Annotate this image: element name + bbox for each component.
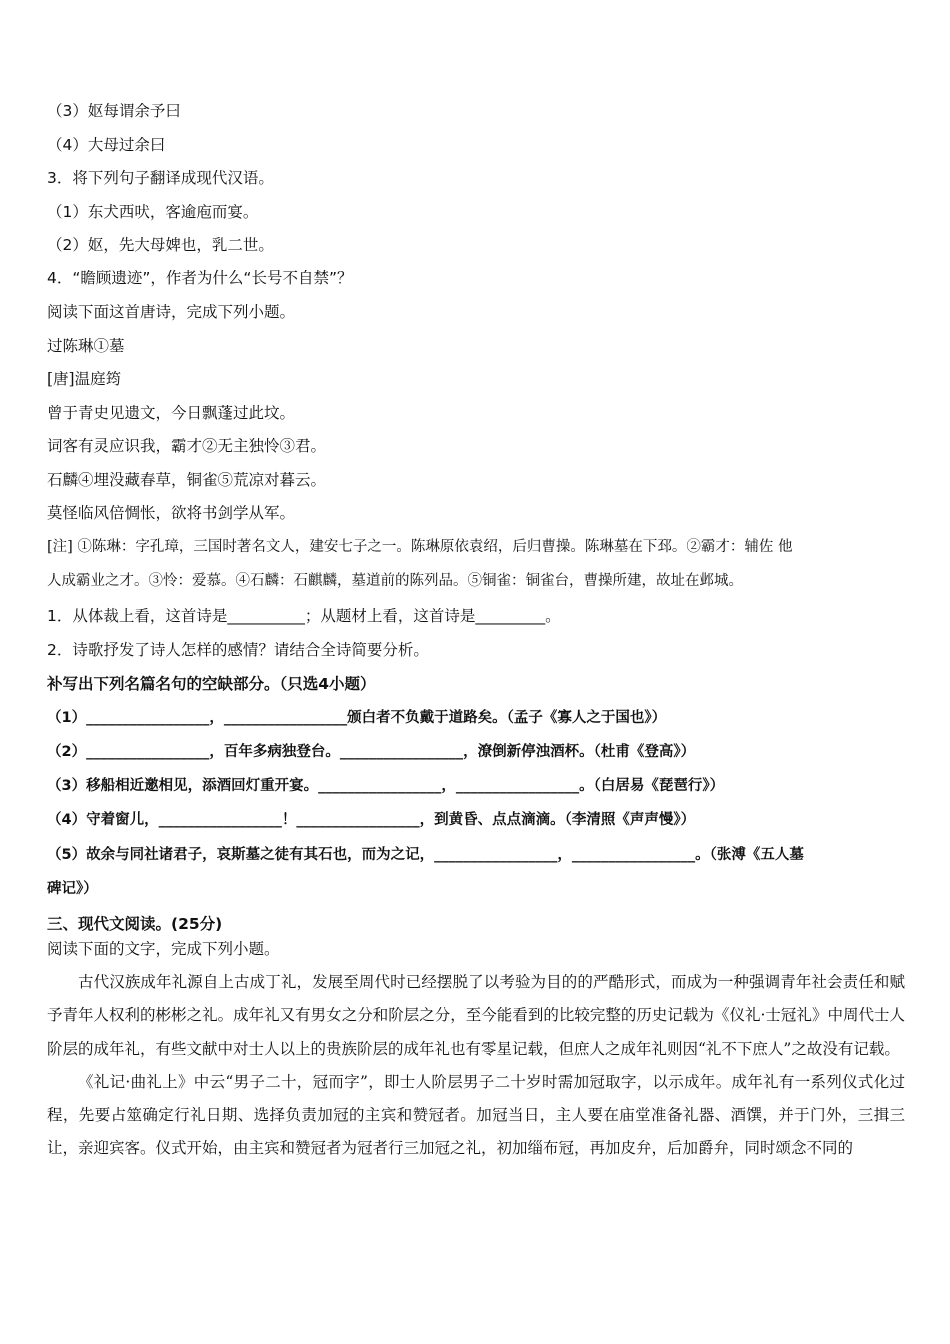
fill-blank-item-1: （1）_________________，_________________颁白者不负戴于道路矣。（孟子《寡人之于国也》） <box>47 710 667 726</box>
poem-instruction: 阅读下面这首唐诗，完成下列小题。 <box>47 303 296 321</box>
poem-line-3: 石麟④埋没藏春草，铜雀⑤荒凉对暮云。 <box>47 471 327 489</box>
poem-title: 过陈琳①墓 <box>47 337 125 355</box>
poem-author: [唐]温庭筠 <box>47 370 122 388</box>
reading-instruction: 阅读下面的文字，完成下列小题。 <box>47 940 280 958</box>
poem-notes-line-1: [注] ①陈琳：字孔璋，三国时著名文人，建安七子之一。陈琳原依袁绍，后归曹操。陈琳墓在下邳。②霸才：辅佐 他 <box>47 539 793 555</box>
poem-line-4: 莫怪临风倍惆怅，欲将书剑学从军。 <box>47 504 296 522</box>
poem-line-1: 曾于青史见遗文，今日飘蓬过此坟。 <box>47 404 296 422</box>
translate-item-2: （2）妪，先大母婢也，乳二世。 <box>47 236 274 254</box>
question-3-title: 3．将下列句子翻译成现代汉语。 <box>47 169 274 187</box>
question-item-3: （3）妪每谓余予曰 <box>47 102 181 120</box>
poem-line-2: 词客有灵应识我，霸才②无主独怜③君。 <box>47 437 327 455</box>
fill-blank-item-2: （2）_________________，百年多病独登台。_________________，潦倒新停浊酒杯。（杜甫《登高》） <box>47 744 696 760</box>
poem-question-1: 1．从体裁上看，这首诗是__________；从题材上看，这首诗是_________。 <box>47 607 561 625</box>
fill-blank-item-5: （5）故余与同社诸君子，哀斯墓之徒有其石也，而为之记，_________________，_________________。（张溥《五人墓 <box>47 847 804 863</box>
section-3-heading: 三、现代文阅读。(25分) <box>47 915 223 933</box>
question-4-title: 4．“瞻顾遗迹”，作者为什么“长号不自禁”？ <box>47 269 353 287</box>
passage-paragraph-1: 古代汉族成年礼源自上古成丁礼，发展至周代时已经摆脱了以考验为目的的严酷形式，而成为一种强调青年社会责任和赋予青年人权利的彬彬之礼。成年礼又有男女之分和阶层之分，至今能看到的比较完整的历史记载为《仪礼·士冠礼》中周代士人阶层的成年礼，有些文献中对士人以上的贵族阶层的成年礼也有零星记载，但庶人之成年礼则因“礼不下庶人”之故没有记载。 <box>47 973 905 1058</box>
question-item-4: （4）大母过余曰 <box>47 136 166 154</box>
translate-item-1: （1）东犬西吠，客逾庖而宴。 <box>47 203 259 221</box>
fill-blank-item-4: （4）守着窗儿，_________________！_________________，到黄昏、点点滴滴。（李清照《声声慢》） <box>47 812 696 828</box>
reading-passage <box>47 966 905 1166</box>
poem-notes-line-2: 人成霸业之才。③怜：爱慕。④石麟：石麒麟，墓道前的陈列品。⑤铜雀：铜雀台，曹操所建，故址在邺城。 <box>47 573 743 589</box>
poem-question-2: 2．诗歌抒发了诗人怎样的感情？请结合全诗简要分析。 <box>47 641 429 659</box>
fill-blank-title: 补写出下列名篇名句的空缺部分。（只选4小题） <box>47 675 376 693</box>
fill-blank-item-3: （3）移船相近邀相见，添酒回灯重开宴。_________________，_________________。（白居易《琵琶行》） <box>47 778 725 794</box>
passage-paragraph-2: 《礼记·曲礼上》中云“男子二十，冠而字”，即士人阶层男子二十岁时需加冠取字，以示成年。成年礼有一系列仪式化过程，先要占筮确定行礼日期、选择负责加冠的主宾和赞冠者。加冠当日，主人要在庙堂准备礼器、酒馔，并于门外，三揖三让，亲迎宾客。仪式开始，由主宾和赞冠者为冠者行三加冠之礼，初加缁布冠，再加皮弁，后加爵弁，同时颂念不同的 <box>47 1072 905 1158</box>
fill-blank-item-5-cont: 碑记》） <box>47 881 98 897</box>
